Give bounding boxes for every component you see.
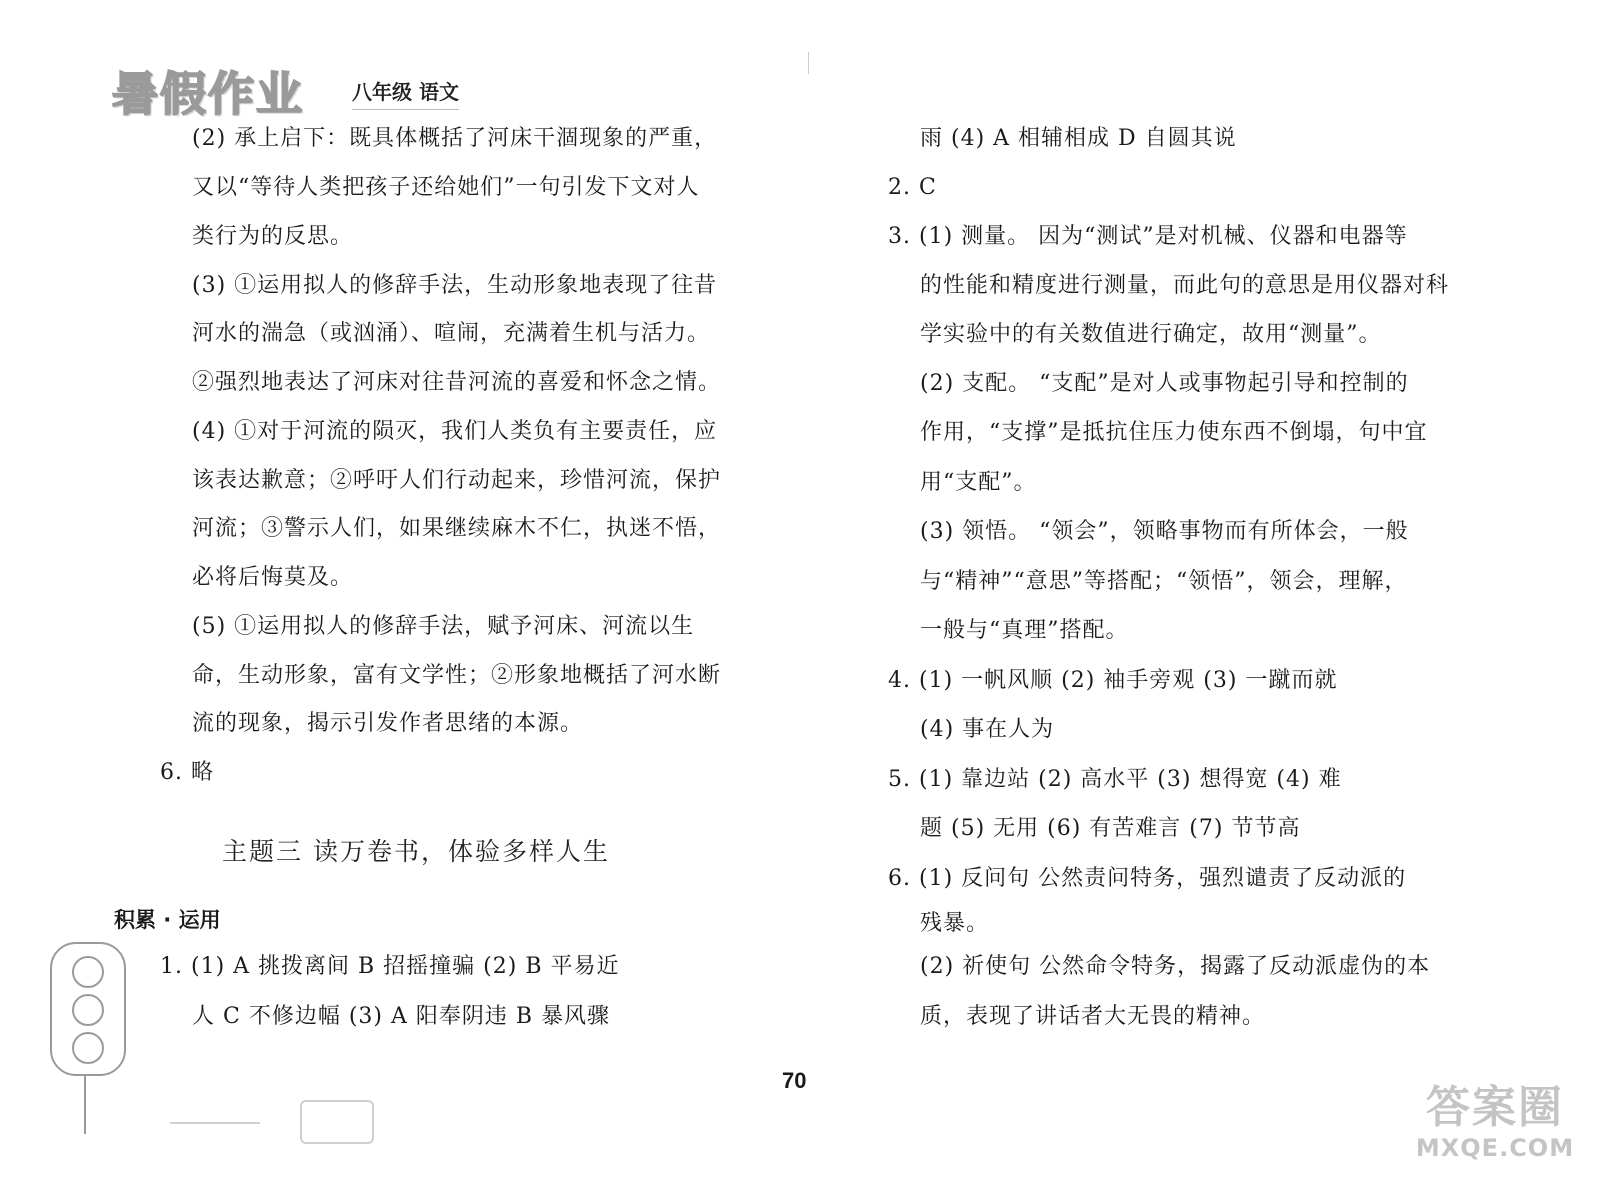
left-line: 人 C 不修边幅 (3) A 阳奉阴违 B 暴风骤 [192, 1004, 611, 1029]
left-line: ②强烈地表达了河床对往昔河流的喜爱和怀念之情。 [192, 370, 722, 395]
right-line: 用“支配”。 [920, 470, 1037, 495]
left-line: (5) ①运用拟人的修辞手法，赋予河床、河流以生 [192, 614, 695, 639]
left-line: 河水的湍急（或汹涌）、喧闹，充满着生机与活力。 [192, 321, 711, 346]
lamp-icon [72, 994, 104, 1026]
right-line: 雨 (4) A 相辅相成 D 自圆其说 [920, 126, 1237, 151]
right-line: 题 (5) 无用 (6) 有苦难言 (7) 节节高 [920, 816, 1301, 841]
page-number: 70 [782, 1068, 807, 1093]
lamp-icon [72, 1032, 104, 1064]
road-decoration [300, 1100, 374, 1144]
right-line: (3) 领悟。 “领会”，领略事物而有所体会，一般 [920, 519, 1409, 544]
left-line: 必将后悔莫及。 [192, 565, 354, 590]
right-line: 作用，“支撑”是抵抗住压力使东西不倒塌，句中宜 [920, 420, 1428, 445]
grade-subject-label: 八年级 语文 [352, 76, 459, 110]
left-line: 流的现象，揭示引发作者思绪的本源。 [192, 711, 584, 736]
right-line: 3. (1) 测量。 因为“测试”是对机械、仪器和电器等 [888, 224, 1408, 249]
right-line: 的性能和精度进行测量，而此句的意思是用仪器对科 [920, 273, 1450, 298]
right-line: 一般与“真理”搭配。 [920, 618, 1129, 643]
right-line: (2) 祈使句 公然命令特务，揭露了反动派虚伪的本 [920, 954, 1431, 979]
theme-heading: 主题三 读万卷书，体验多样人生 [222, 837, 610, 866]
center-fold-mark [808, 52, 809, 74]
left-line: 命，生动形象，富有文学性；②形象地概括了河水断 [192, 663, 722, 688]
right-line: 与“精神”“意思”等搭配；“领悟”，领会，理解， [920, 569, 1408, 594]
right-line: 5. (1) 靠边站 (2) 高水平 (3) 想得宽 (4) 难 [888, 767, 1342, 792]
summer-homework-logo: 暑假作业 [112, 67, 304, 121]
left-line: (2) 承上启下：既具体概括了河床干涸现象的严重， [192, 126, 718, 151]
left-line: 该表达歉意；②呼吁人们行动起来，珍惜河流，保护 [192, 468, 722, 493]
left-line: 又以“等待人类把孩子还给她们”一句引发下文对人 [192, 175, 700, 200]
right-line: 4. (1) 一帆风顺 (2) 袖手旁观 (3) 一蹴而就 [888, 668, 1338, 693]
left-line: (4) ①对于河流的陨灭，我们人类负有主要责任，应 [192, 419, 718, 444]
right-line: (2) 支配。 “支配”是对人或事物起引导和控制的 [920, 371, 1409, 396]
left-line: 类行为的反思。 [192, 224, 354, 249]
left-line: 河流；③警示人们，如果继续麻木不仁，执迷不悟， [192, 516, 722, 541]
lamp-icon [72, 956, 104, 988]
right-line: 2. C [888, 175, 937, 200]
right-line: 6. (1) 反问句 公然责问特务，强烈谴责了反动派的 [888, 866, 1407, 891]
right-line: 残暴。 [920, 911, 990, 936]
watermark [1410, 1082, 1580, 1162]
right-line: (4) 事在人为 [920, 717, 1055, 742]
left-line: 6. 略 [160, 760, 214, 785]
section-label: 积累 · 运用 [114, 908, 221, 932]
traffic-light-icon [50, 942, 126, 1076]
right-line: 质，表现了讲话者大无畏的精神。 [920, 1004, 1266, 1029]
watermark-cn: 答案圈 [1426, 1082, 1564, 1133]
left-line: 1. (1) A 挑拨离间 B 招摇撞骗 (2) B 平易近 [160, 954, 620, 979]
watermark-url: MXQE.COM [1415, 1134, 1575, 1162]
right-line: 学实验中的有关数值进行确定，故用“测量”。 [920, 322, 1382, 347]
left-line: (3) ①运用拟人的修辞手法，生动形象地表现了往昔 [192, 273, 718, 298]
road-decoration [170, 1122, 260, 1124]
traffic-light-pole [84, 1074, 86, 1134]
